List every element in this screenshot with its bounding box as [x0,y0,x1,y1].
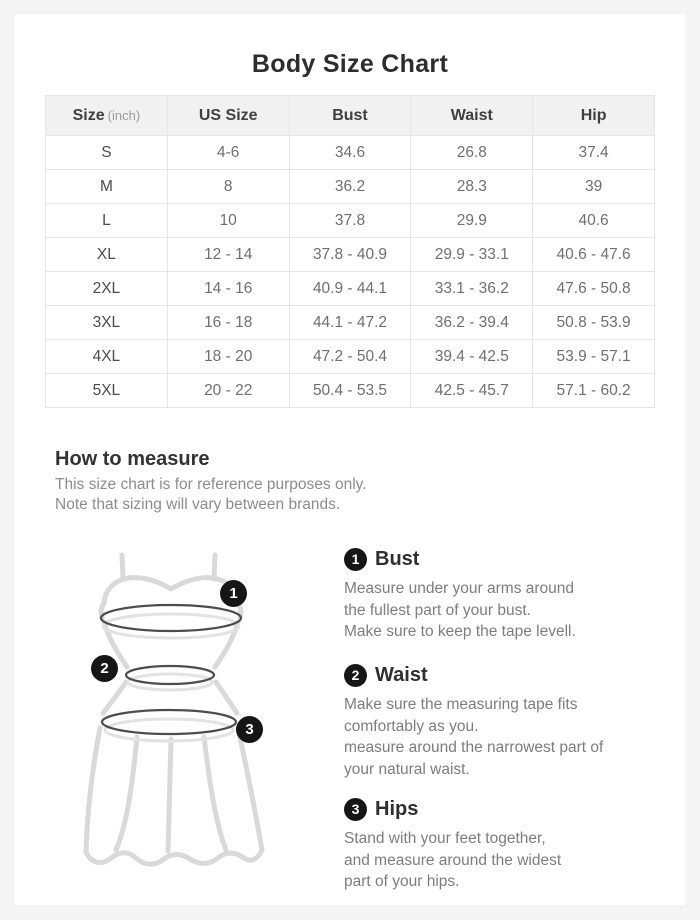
step-description [344,578,684,643]
size-cell: S [46,136,168,170]
header-waist: Waist [411,96,533,136]
size-cell: 4XL [46,340,168,374]
us-size-cell: 10 [167,204,289,238]
bust-cell: 44.1 - 47.2 [289,306,411,340]
step-title: Bust [375,547,420,570]
step-line: Stand with your feet together, [344,830,546,847]
step-number-badge: 3 [344,798,367,821]
step-description [344,828,684,893]
hip-cell: 40.6 [533,204,655,238]
hip-cell: 40.6 - 47.6 [533,238,655,272]
step-waist [344,663,684,780]
size-cell: L [46,204,168,238]
header-size-label: Size [72,106,105,124]
us-size-cell: 12 - 14 [167,238,289,272]
hip-cell: 47.6 - 50.8 [533,272,655,306]
table-row [46,204,655,238]
us-size-cell: 16 - 18 [167,306,289,340]
size-cell: 3XL [46,306,168,340]
size-cell: M [46,170,168,204]
waist-cell: 28.3 [411,170,533,204]
table-row [46,238,655,272]
us-size-cell: 18 - 20 [167,340,289,374]
bust-cell: 47.2 - 50.4 [289,340,411,374]
size-chart-card [15,14,685,905]
step-line: comfortably as you. [344,717,479,735]
bust-cell: 37.8 - 40.9 [289,238,411,272]
waist-cell: 26.8 [411,136,533,170]
left-strap-line [122,555,123,579]
size-cell: 2XL [46,272,168,306]
diagram-marker-waist: 2 [91,655,118,682]
step-line: measure around the narrowest part of [344,739,604,756]
step-title: Waist [375,663,428,686]
dress-diagram [40,530,340,905]
bust-cell: 37.8 [289,204,411,238]
table-row [46,136,655,170]
table-row [46,306,655,340]
us-size-cell: 8 [167,170,289,204]
step-line: and measure around the widest [344,851,562,869]
header-size [46,96,168,136]
how-to-measure-heading: How to measure [55,448,210,470]
step-description [344,694,684,780]
step-hips [344,797,684,893]
step-line: your natural waist. [344,760,470,778]
table-row [46,170,655,204]
header-bust: Bust [289,96,411,136]
table-row [46,340,655,374]
bust-cell: 40.9 - 44.1 [289,272,411,306]
step-number-badge: 1 [344,548,367,571]
bust-cell: 34.6 [289,136,411,170]
size-cell: 5XL [46,374,168,408]
diagram-marker-hips: 3 [236,716,263,743]
us-size-cell: 14 - 16 [167,272,289,306]
step-number-badge: 2 [344,664,367,687]
bust-cell: 36.2 [289,170,411,204]
table-header-row [46,96,655,136]
step-line: the fullest part of your bust. [344,601,531,619]
header-size-unit: (inch) [107,107,141,123]
size-cell: XL [46,238,168,272]
how-to-measure-note [55,475,367,514]
waist-cell: 36.2 - 39.4 [411,306,533,340]
hip-cell: 53.9 - 57.1 [533,340,655,374]
table-row [46,374,655,408]
step-bust [344,547,684,643]
diagram-marker-bust: 1 [220,580,247,607]
waist-cell: 29.9 [411,204,533,238]
waist-cell: 33.1 - 36.2 [411,272,533,306]
dress-illustration [40,530,340,905]
size-chart-table [45,95,655,408]
step-line: Make sure the measuring tape fits [344,696,578,713]
waist-cell: 42.5 - 45.7 [411,374,533,408]
hip-cell: 57.1 - 60.2 [533,374,655,408]
waist-cell: 39.4 - 42.5 [411,340,533,374]
step-line: Measure under your arms around [344,580,575,597]
right-strap-line [214,555,215,579]
note-line: This size chart is for reference purposes only. [55,476,367,493]
step-line: part of your hips. [344,873,460,890]
step-line: Make sure to keep the tape levell. [344,623,576,640]
note-line: Note that sizing will vary between brands. [55,495,341,513]
step-title: Hips [375,797,419,820]
hip-cell: 50.8 - 53.9 [533,306,655,340]
bust-cell: 50.4 - 53.5 [289,374,411,408]
hip-cell: 37.4 [533,136,655,170]
us-size-cell: 20 - 22 [167,374,289,408]
us-size-cell: 4-6 [167,136,289,170]
header-us-size: US Size [167,96,289,136]
waist-cell: 29.9 - 33.1 [411,238,533,272]
hip-cell: 39 [533,170,655,204]
table-row [46,272,655,306]
header-hip: Hip [533,96,655,136]
page-title: Body Size Chart [251,50,449,78]
